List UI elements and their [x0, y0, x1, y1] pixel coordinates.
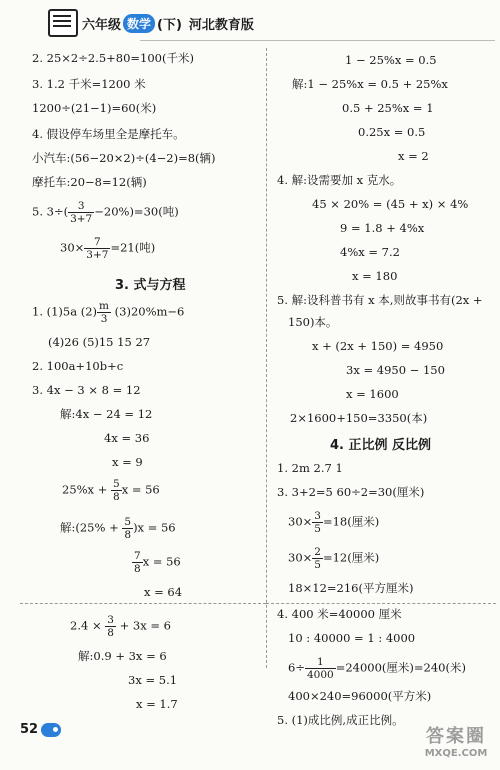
answer-line: 解:0.9 + 3x = 6 [78, 649, 167, 663]
arrow-icon [41, 723, 61, 737]
answer-line: 小汽车:(56−20×2)÷(4−2)=8(辆) [32, 151, 216, 165]
answer-line: 1 − 25%x = 0.5 [345, 53, 437, 67]
answer-line: 4x = 36 [104, 431, 150, 445]
answer-line: 18×12=216(平方厘米) [288, 581, 414, 595]
answer-line: 45 × 20% = (45 + x) × 4% [312, 197, 469, 211]
fraction: $\frac{5}{8}$ [124, 516, 132, 541]
answer-line: x = 1600 [346, 387, 399, 401]
fraction: $\frac{2}{5}$ [314, 546, 321, 571]
fraction: $\frac{5}{8}$ [113, 478, 120, 503]
answer-line: 0.5 + 25%x = 1 [342, 101, 434, 115]
fraction-line: 6÷ $\frac{1}{4000}$ =24000(厘米)=240(米) [288, 656, 466, 681]
fraction-line: 30× $\frac{7}{3+7}$ =21(吨) [60, 236, 156, 261]
fraction: $\frac{3}{5}$ [314, 510, 321, 535]
answer-line: 5. 解:设科普书有 x 本,则故事书有(2x + [277, 293, 483, 307]
fraction: $\frac{m}{3}$ [99, 300, 110, 325]
page-header [48, 8, 254, 38]
answer-line: x = 180 [352, 269, 398, 283]
answer-line: 4. 解:设需要加 x 克水。 [277, 173, 402, 187]
answer-line: 10 : 40000 = 1 : 4000 [288, 631, 416, 645]
column-divider [266, 48, 267, 668]
fraction-line: $\frac{7}{8}$ x = 56 [134, 550, 181, 575]
book-icon [48, 9, 78, 37]
answer-line: 3. 3+2=5 60÷2=30(厘米) [277, 485, 425, 499]
edition-label: 河北教育版 [188, 17, 254, 33]
fraction-line: 2.4 × $\frac{3}{8}$ + 3x = 6 [70, 614, 171, 639]
answer-line: 1200÷(21−1)=60(米) [32, 101, 157, 115]
answer-line: 150)本。 [288, 315, 338, 329]
answer-line: (4)26 (5)15 15 27 [48, 335, 151, 349]
left-separator [20, 603, 266, 604]
right-separator [266, 603, 496, 604]
fraction: $\frac{1}{4000}$ [306, 656, 334, 681]
answer-line: x = 2 [398, 149, 429, 163]
fraction-line: 1. (1)5a (2) $\frac{m}{3}$ (3)20%m−6 [32, 300, 185, 325]
answer-line: x + (2x + 150) = 4950 [312, 339, 444, 353]
answer-line: 9 = 1.8 + 4%x [340, 221, 425, 235]
section-title: 4. 正比例 反比例 [330, 438, 432, 453]
answer-line: 摩托车:20−8=12(辆) [32, 175, 147, 189]
answer-line: x = 9 [112, 455, 143, 469]
answer-line: 4. 400 米=40000 厘米 [277, 607, 402, 621]
fraction-line: 30× $\frac{2}{5}$ =12(厘米) [288, 546, 380, 571]
answer-line: 4%x = 7.2 [340, 245, 400, 259]
answer-line: x = 64 [144, 585, 183, 599]
fraction-line: 30× $\frac{3}{5}$ =18(厘米) [288, 510, 380, 535]
answer-line: 0.25x = 0.5 [358, 125, 426, 139]
answer-line: 解:1 − 25%x = 0.5 + 25%x [292, 77, 448, 91]
fraction: $\frac{7}{3+7}$ [86, 236, 109, 261]
fraction-line: 25%x + $\frac{5}{8}$ x = 56 [62, 478, 160, 503]
fraction: $\frac{7}{8}$ [134, 550, 141, 575]
answer-line: 解:4x − 24 = 12 [60, 407, 153, 421]
fraction: $\frac{3}{8}$ [107, 614, 114, 639]
page-footer [20, 722, 61, 737]
term-label: (下) [157, 17, 182, 33]
grade-label: 六年级 [82, 17, 122, 33]
section-title: 3. 式与方程 [115, 278, 186, 293]
page-number: 52 [20, 722, 39, 737]
header-rule [140, 40, 495, 41]
answer-line: x = 1.7 [136, 697, 178, 711]
answer-line: 400×240=96000(平方米) [288, 689, 432, 703]
answer-line: 2. 25×2÷2.5+80=100(千米) [32, 51, 194, 65]
watermark-logo: 答案圈 MXQE.COM [424, 726, 488, 759]
answer-line: 4. 假设停车场里全是摩托车。 [32, 127, 185, 141]
answer-line: 3. 1.2 千米=1200 米 [32, 77, 146, 91]
answer-line: 3x = 5.1 [128, 673, 178, 687]
answer-line: 2×1600+150=3350(本) [290, 411, 428, 425]
fraction-line: 5. 3÷( $\frac{3}{3+7}$ −20%)=30(吨) [32, 200, 179, 225]
book-title [82, 14, 254, 33]
fraction-line: 解:(25% + $\frac{5}{8}$ )x = 56 [60, 516, 176, 541]
answer-line: 3. 4x − 3 × 8 = 12 [32, 383, 141, 397]
subject-badge: 数学 [123, 14, 155, 33]
answer-line: 3x = 4950 − 150 [346, 363, 445, 377]
answer-line: 1. 2m 2.7 1 [277, 461, 343, 475]
answer-line: 5. (1)成比例,成正比例。 [277, 713, 404, 727]
fraction: $\frac{3}{3+7}$ [70, 200, 93, 225]
answer-line: 2. 100a+10b+c [32, 359, 124, 373]
